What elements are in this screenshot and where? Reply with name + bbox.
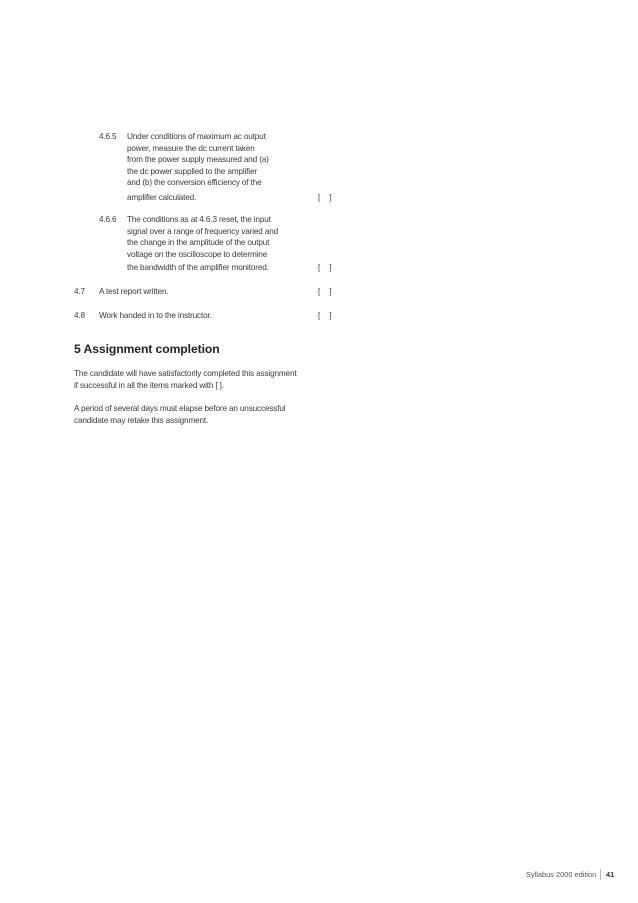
item-line: the change in the amplitude of the output [127,238,270,247]
section-heading: 5 Assignment completion [74,342,220,356]
check-box: [ ] [318,287,332,296]
paragraph-line: candidate may retake this assignment. [74,416,209,425]
paragraph-line: if successful in all the items marked with [ ]. [74,381,224,390]
item-number: 4.6.5 [99,132,117,141]
check-box: [ ] [318,311,332,320]
item-line: power, measure the dc current taken [127,143,255,153]
footer-edition: Syllabus 2000 edition [526,870,597,879]
item-line: signal over a range of frequency varied and [127,226,279,236]
item-number: 4.7 [74,287,85,296]
item-line: voltage on the oscilloscope to determine [127,249,268,259]
paragraph-line: A period of several days must elapse before an unsuccessful [74,404,286,413]
item-line: from the power supply measured and (a) [127,155,269,164]
item-line: the bandwidth of the amplifier monitored. [127,263,269,272]
check-box: [ ] [318,193,332,202]
item-line: the dc power supplied to the amplifier [127,166,257,176]
item-line: Under conditions of maximum ac output [127,132,266,141]
item-number: 4.6.6 [99,215,117,224]
check-box: [ ] [318,263,332,272]
item-line: amplifier calculated. [127,193,197,202]
item-line: The conditions as at 4.6.3 reset, the input [127,215,271,224]
item-number: 4.8 [74,311,85,320]
item-line: and (b) the conversion efficiency of the [127,178,262,187]
page-number: 41 [606,870,615,879]
footer-divider [600,869,601,880]
item-line: Work handed in to the instructor. [99,311,212,320]
item-line: A test report written. [99,287,169,296]
paragraph-line: The candidate will have satisfactorily completed this assignment [74,369,297,378]
